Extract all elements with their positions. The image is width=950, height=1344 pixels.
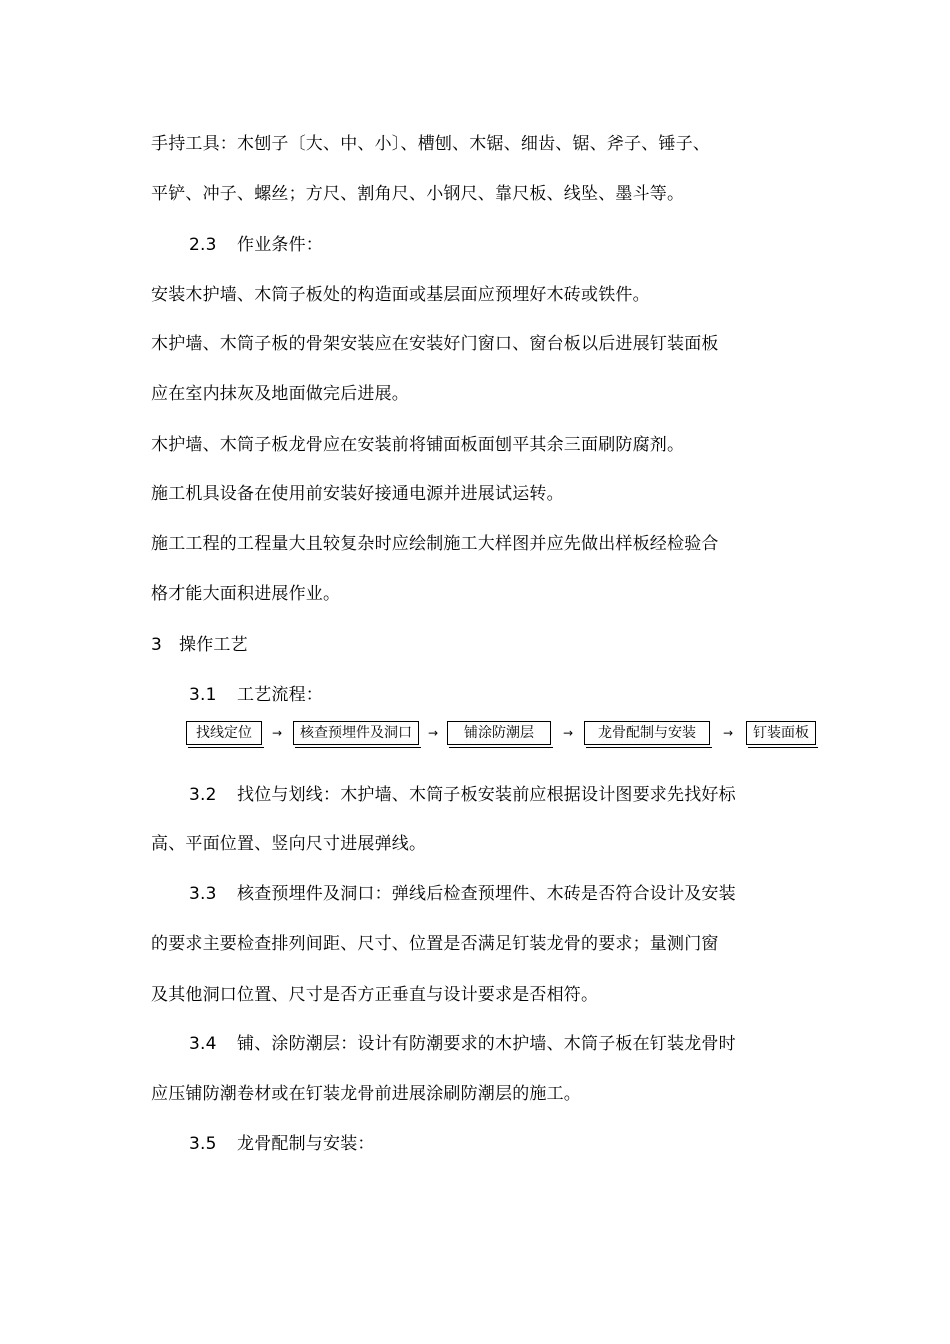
section-3-2 [189, 785, 736, 805]
flow-step-5: 钉装面板 [746, 721, 816, 745]
section-number: 3.2 [189, 785, 217, 805]
paragraph-condition-2b: 应在室内抹灰及地面做完后进展。 [151, 384, 409, 404]
paragraph-condition-5: 施工工程的工程量大且较复杂时应绘制施工大样图并应先做出样板经检验合 [151, 534, 719, 554]
section-number: 3.5 [189, 1134, 217, 1154]
flow-arrow-icon: → [428, 726, 439, 740]
paragraph-3-2-cont: 高、平面位置、竖向尺寸进展弹线。 [151, 834, 427, 854]
section-3-4 [189, 1034, 736, 1054]
paragraph-3-3-cont-1: 的要求主要检查排列间距、尺寸、位置是否满足钉装龙骨的要求；量测门窗 [151, 934, 719, 954]
paragraph-condition-4: 施工机具设备在使用前安装好接通电源并进展试运转。 [151, 484, 564, 504]
section-title: 作业条件： [237, 235, 323, 255]
paragraph-3-4-cont: 应压铺防潮卷材或在钉装龙骨前进展涂刷防潮层的施工。 [151, 1084, 581, 1104]
flow-step-1: 找线定位 [186, 721, 262, 745]
section-number: 3.1 [189, 685, 217, 705]
flow-step-2: 核查预埋件及洞口 [293, 721, 419, 745]
flow-arrow-icon: → [563, 726, 574, 740]
section-3-3 [189, 884, 736, 904]
section-title: 操作工艺 [179, 635, 248, 655]
section-3-5-heading [189, 1134, 375, 1154]
section-number: 3.4 [189, 1034, 217, 1054]
section-number: 2.3 [189, 235, 217, 255]
section-text: 核查预埋件及洞口：弹线后检查预埋件、木砖是否符合设计及安装 [237, 884, 736, 904]
section-number: 3 [151, 635, 163, 655]
paragraph-condition-5b: 格才能大面积进展作业。 [151, 584, 341, 604]
flow-step-3: 铺涂防潮层 [447, 721, 551, 745]
paragraph-tools-1: 手持工具：木刨子〔大、中、小〕、槽刨、木锯、细齿、锯、斧子、锤子、 [151, 134, 711, 154]
section-title: 龙骨配制与安装： [237, 1134, 375, 1154]
paragraph-3-3-cont-2: 及其他洞口位置、尺寸是否方正垂直与设计要求是否相符。 [151, 985, 599, 1005]
section-number: 3.3 [189, 884, 217, 904]
section-text: 铺、涂防潮层：设计有防潮要求的木护墙、木筒子板在钉装龙骨时 [237, 1034, 736, 1054]
paragraph-condition-1: 安装木护墙、木筒子板处的构造面或基层面应预埋好木砖或铁件。 [151, 285, 650, 305]
section-title: 工艺流程： [237, 685, 323, 705]
section-text: 找位与划线：木护墙、木筒子板安装前应根据设计图要求先找好标 [237, 785, 736, 805]
paragraph-condition-3: 木护墙、木筒子板龙骨应在安装前将铺面板面刨平其余三面刷防腐剂。 [151, 435, 685, 455]
flow-arrow-icon: → [272, 726, 283, 740]
paragraph-tools-2: 平铲、冲子、螺丝；方尺、割角尺、小钢尺、靠尺板、线坠、墨斗等。 [151, 184, 685, 204]
flow-step-4: 龙骨配制与安装 [584, 721, 710, 745]
paragraph-condition-2: 木护墙、木筒子板的骨架安装应在安装好门窗口、窗台板以后进展钉装面板 [151, 334, 719, 354]
flow-arrow-icon: → [723, 726, 734, 740]
